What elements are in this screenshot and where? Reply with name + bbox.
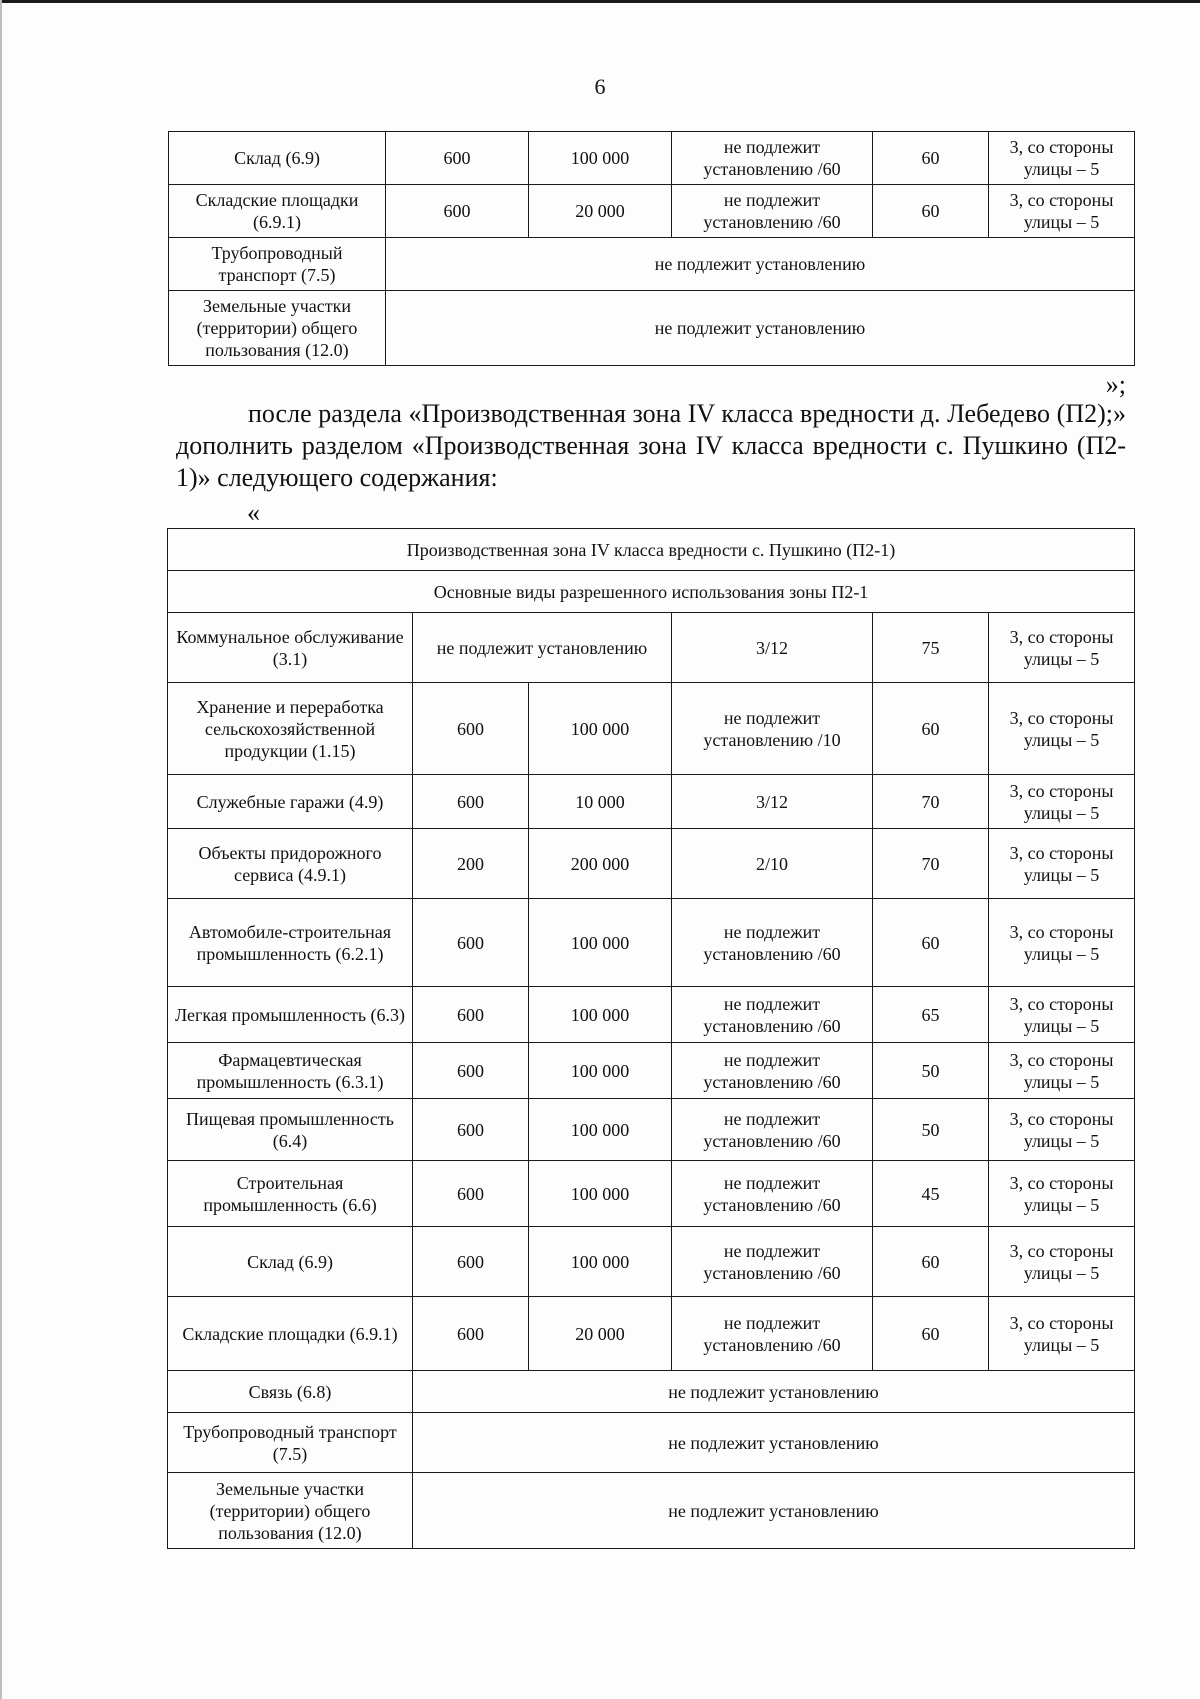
setback-cell: 3, со стороны улицы – 5 [989,613,1135,683]
use-name-cell: Строительная промышленность (6.6) [168,1161,413,1227]
max-area-cell: 100 000 [529,1227,672,1297]
setback-cell: 3, со стороны улицы – 5 [989,829,1135,899]
table-row [168,1297,1135,1371]
use-name-cell: Фармацевтическая промышленность (6.3.1) [168,1043,413,1099]
max-area-cell: 100 000 [529,1161,672,1227]
setback-cell: 3, со стороны улицы – 5 [989,987,1135,1043]
floors-height-cell: не подлежит установлению /60 [672,1099,873,1161]
coverage-cell: 45 [873,1161,989,1227]
max-area-cell: 100 000 [529,987,672,1043]
table-row [169,238,1135,291]
min-area-cell: 600 [386,185,529,238]
table-row [168,899,1135,987]
closing-quote: »; [1105,370,1126,399]
table-row [168,987,1135,1043]
table-row [169,185,1135,238]
table-row [168,1161,1135,1227]
coverage-cell: 50 [873,1043,989,1099]
use-name-cell: Складские площадки (6.9.1) [168,1297,413,1371]
coverage-cell: 60 [873,132,989,185]
setback-cell: 3, со стороны улицы – 5 [989,683,1135,775]
coverage-cell: 60 [873,185,989,238]
setback-cell: 3, со стороны улицы – 5 [989,1297,1135,1371]
merged-value-cell: не подлежит установлению [413,1371,1135,1413]
table-row [168,1413,1135,1473]
max-area-cell: 20 000 [529,185,672,238]
use-name-cell: Склад (6.9) [168,1227,413,1297]
floors-height-cell: не подлежит установлению /60 [672,1043,873,1099]
floors-height-cell: не подлежит установлению /60 [672,987,873,1043]
table-row [168,683,1135,775]
table-row [168,613,1135,683]
merged-value-cell: не подлежит установлению [386,291,1135,366]
max-area-cell: 100 000 [529,1043,672,1099]
floors-height-cell: 2/10 [672,829,873,899]
table-subtitle-row [168,571,1135,613]
floors-height-cell: 3/12 [672,613,873,683]
table-row [168,1227,1135,1297]
use-name-cell: Связь (6.8) [168,1371,413,1413]
table-row [168,1473,1135,1549]
use-name-cell: Коммунальное обслуживание (3.1) [168,613,413,683]
zone-table-continued [168,131,1135,366]
setback-cell: 3, со стороны улицы – 5 [989,899,1135,987]
min-area-cell: 600 [413,987,529,1043]
coverage-cell: 60 [873,683,989,775]
use-name-cell: Склад (6.9) [169,132,386,185]
use-name-cell: Земельные участки (территории) общего пользования (12.0) [169,291,386,366]
use-name-cell: Пищевая промышленность (6.4) [168,1099,413,1161]
min-area-cell: 200 [413,829,529,899]
min-area-cell: 600 [413,899,529,987]
merged-value-cell: не подлежит установлению [413,613,672,683]
min-area-cell: 600 [413,1043,529,1099]
setback-cell: 3, со стороны улицы – 5 [989,1099,1135,1161]
floors-height-cell: не подлежит установлению /60 [672,899,873,987]
min-area-cell: 600 [413,683,529,775]
coverage-cell: 75 [873,613,989,683]
use-name-cell: Служебные гаражи (4.9) [168,775,413,829]
amendment-paragraph: после раздела «Производственная зона IV класса вредности д. Лебедево (П2);» дополнить разделом «Производственная зона IV класса вредности с. Пушкино (П2-1)» следующего содержания: [176,399,1126,492]
setback-cell: 3, со стороны улицы – 5 [989,1043,1135,1099]
zone-table-p2-1 [167,528,1135,1549]
merged-value-cell: не подлежит установлению [413,1413,1135,1473]
coverage-cell: 50 [873,1099,989,1161]
min-area-cell: 600 [413,1297,529,1371]
table-row [168,1099,1135,1161]
table-row [168,1043,1135,1099]
coverage-cell: 60 [873,1227,989,1297]
opening-quote: « [247,498,260,527]
max-area-cell: 20 000 [529,1297,672,1371]
use-name-cell: Легкая промышленность (6.3) [168,987,413,1043]
min-area-cell: 600 [413,1227,529,1297]
setback-cell: 3, со стороны улицы – 5 [989,1161,1135,1227]
floors-height-cell: не подлежит установлению /60 [672,132,873,185]
floors-height-cell: не подлежит установлению /10 [672,683,873,775]
coverage-cell: 60 [873,1297,989,1371]
min-area-cell: 600 [413,1099,529,1161]
floors-height-cell: не подлежит установлению /60 [672,185,873,238]
min-area-cell: 600 [413,1161,529,1227]
use-name-cell: Автомобиле-строительная промышленность (6.2.1) [168,899,413,987]
use-name-cell: Земельные участки (территории) общего пользования (12.0) [168,1473,413,1549]
table-row [168,1371,1135,1413]
scan-edge-top [0,0,1200,3]
table-row [168,829,1135,899]
use-name-cell: Хранение и переработка сельскохозяйственной продукции (1.15) [168,683,413,775]
merged-value-cell: не подлежит установлению [386,238,1135,291]
floors-height-cell: не подлежит установлению /60 [672,1161,873,1227]
table-row [169,132,1135,185]
min-area-cell: 600 [386,132,529,185]
setback-cell: 3, со стороны улицы – 5 [989,132,1135,185]
max-area-cell: 100 000 [529,1099,672,1161]
zone-title: Производственная зона IV класса вредности с. Пушкино (П2-1) [168,529,1135,571]
floors-height-cell: не подлежит установлению /60 [672,1227,873,1297]
max-area-cell: 100 000 [529,683,672,775]
use-name-cell: Объекты придорожного сервиса (4.9.1) [168,829,413,899]
min-area-cell: 600 [413,775,529,829]
scan-edge-left [0,0,2,1699]
floors-height-cell: 3/12 [672,775,873,829]
max-area-cell: 100 000 [529,899,672,987]
table-row [169,291,1135,366]
coverage-cell: 70 [873,829,989,899]
setback-cell: 3, со стороны улицы – 5 [989,185,1135,238]
floors-height-cell: не подлежит установлению /60 [672,1297,873,1371]
coverage-cell: 60 [873,899,989,987]
max-area-cell: 10 000 [529,775,672,829]
merged-value-cell: не подлежит установлению [413,1473,1135,1549]
use-name-cell: Складские площадки (6.9.1) [169,185,386,238]
max-area-cell: 200 000 [529,829,672,899]
zone-subtitle: Основные виды разрешенного использования зоны П2-1 [168,571,1135,613]
table-row [168,775,1135,829]
coverage-cell: 70 [873,775,989,829]
coverage-cell: 65 [873,987,989,1043]
use-name-cell: Трубопроводный транспорт (7.5) [168,1413,413,1473]
setback-cell: 3, со стороны улицы – 5 [989,1227,1135,1297]
table-title-row [168,529,1135,571]
setback-cell: 3, со стороны улицы – 5 [989,775,1135,829]
use-name-cell: Трубопроводный транспорт (7.5) [169,238,386,291]
max-area-cell: 100 000 [529,132,672,185]
page-number: 6 [594,74,606,99]
